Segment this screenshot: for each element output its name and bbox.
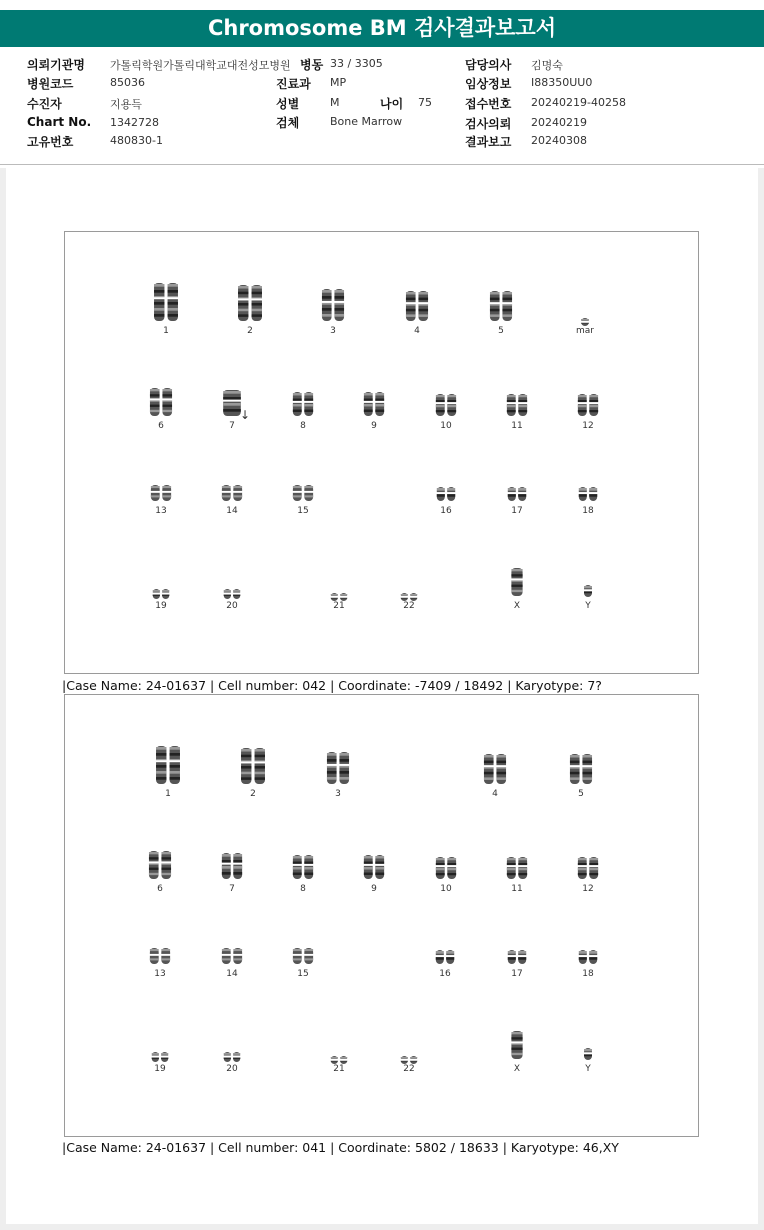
- chromosome-21: [330, 587, 348, 597]
- chromosome-label: 9: [371, 884, 377, 894]
- chromosome-2: [240, 747, 266, 785]
- sex-label: 성별: [276, 97, 300, 111]
- chromosome-6: [148, 850, 172, 880]
- chromosome-9: [363, 391, 385, 417]
- id-value: 480830-1: [110, 134, 163, 147]
- chromosome-16: [436, 486, 456, 502]
- chromosome-label: 7: [229, 421, 235, 431]
- code-value: 85036: [110, 76, 145, 89]
- chromosome-label: 21: [333, 601, 345, 611]
- chromosome-label: Y: [585, 601, 591, 611]
- chromosome-label: 17: [511, 969, 523, 979]
- doctor-label: 담당의사: [465, 58, 512, 72]
- patient-label: 수진자: [27, 97, 62, 111]
- chromosome-label: 1: [165, 789, 171, 799]
- age-label: 나이: [380, 97, 404, 111]
- chromosome-18: [578, 486, 598, 502]
- chromosome-label: 21: [333, 1064, 345, 1074]
- chromosome-label: 13: [154, 969, 166, 979]
- chromosome-19: [151, 1048, 169, 1060]
- chromosome-9: [363, 854, 385, 880]
- chromosome-label: 1: [163, 326, 169, 336]
- report-header: [0, 0, 764, 168]
- chromosome-label: 10: [440, 884, 452, 894]
- karyogram-panel-1: [64, 231, 699, 674]
- chromosome-label: 20: [226, 601, 238, 611]
- chromosome-label: 13: [155, 506, 167, 516]
- clinical-value: I88350UU0: [531, 76, 593, 89]
- abnormal-arrow-icon: ↓: [240, 408, 251, 422]
- chromosome-x: [510, 1030, 524, 1060]
- chromosome-1: [155, 745, 181, 785]
- chromosome-label: 7: [229, 884, 235, 894]
- chromosome-label: 20: [226, 1064, 238, 1074]
- chromosome-label: 19: [155, 601, 167, 611]
- chromosome-1: [153, 282, 179, 322]
- karyogram-panel-2: [64, 694, 699, 1137]
- chromosome-label: 22: [403, 601, 415, 611]
- chromosome-18: [578, 949, 598, 965]
- id-label: 고유번호: [27, 135, 74, 149]
- chromosome-10: [435, 393, 457, 417]
- chromosome-15: [292, 484, 314, 502]
- hospital-value: 가톨릭학원가톨릭대학교대전성모병원: [110, 59, 291, 72]
- chromosome-4: [405, 290, 429, 322]
- hospital-label: 의뢰기관명: [27, 58, 85, 72]
- chromosome-5: [569, 753, 593, 785]
- chromosome-7: [221, 852, 243, 880]
- age-value: 75: [418, 96, 432, 109]
- chromosome-3: [321, 288, 345, 322]
- chromosome-15: [292, 947, 314, 965]
- chromosome-label: 2: [250, 789, 256, 799]
- chromosome-label: 19: [154, 1064, 166, 1074]
- result-label: 결과보고: [465, 135, 512, 149]
- request-label: 검사의뢰: [465, 117, 512, 131]
- chromosome-label: 4: [414, 326, 420, 336]
- chromosome-x: [510, 567, 524, 597]
- chromosome-20: [223, 1048, 241, 1060]
- chromosome-8: [292, 391, 314, 417]
- chromosome-label: 15: [297, 969, 309, 979]
- chromosome-11: [506, 856, 528, 880]
- chromosome-label: Y: [585, 1064, 591, 1074]
- result-value: 20240308: [531, 134, 587, 147]
- chromosome-label: 16: [439, 969, 451, 979]
- chromosome-label: 6: [157, 884, 163, 894]
- chromosome-13: [149, 947, 171, 965]
- chromosome-label: 4: [492, 789, 498, 799]
- chromosome-label: 5: [578, 789, 584, 799]
- chromosome-label: 10: [440, 421, 452, 431]
- ward-label: 병동: [300, 58, 324, 72]
- chart-label: Chart No.: [27, 115, 92, 129]
- chromosome-3: [326, 751, 350, 785]
- karyogram-caption-1: |Case Name: 24-01637 | Cell number: 042 | Coordinate: -7409 / 18492 | Karyotype: 7?: [62, 678, 602, 693]
- chromosome-21: [330, 1050, 348, 1060]
- clinical-label: 임상정보: [465, 77, 512, 91]
- code-label: 병원코드: [27, 77, 74, 91]
- chromosome-y: [583, 583, 593, 597]
- chromosome-label: 18: [582, 506, 594, 516]
- chromosome-label: 5: [498, 326, 504, 336]
- specimen-value: Bone Marrow: [330, 115, 403, 128]
- chromosome-label: 12: [582, 884, 594, 894]
- chromosome-label: 22: [403, 1064, 415, 1074]
- receipt-value: 20240219-40258: [531, 96, 626, 109]
- chromosome-y: [583, 1046, 593, 1060]
- chromosome-6: [149, 387, 173, 417]
- chromosome-label: 14: [226, 969, 238, 979]
- chromosome-22: [400, 587, 418, 597]
- chromosome-label: 11: [511, 884, 523, 894]
- chromosome-4: [483, 753, 507, 785]
- chromosome-13: [150, 484, 172, 502]
- chromosome-label: X: [513, 1064, 521, 1074]
- chromosome-label: 15: [297, 506, 309, 516]
- patient-value: 지용득: [110, 98, 142, 111]
- karyogram-caption-2: |Case Name: 24-01637 | Cell number: 041 | Coordinate: 5802 / 18633 | Karyotype: 46,XY: [62, 1140, 619, 1155]
- chromosome-label: 11: [511, 421, 523, 431]
- chromosome-12: [577, 393, 599, 417]
- chromosome-label: 8: [300, 884, 306, 894]
- chromosome-label: 3: [330, 326, 336, 336]
- chromosome-17: [507, 949, 527, 965]
- chromosome-14: [221, 947, 243, 965]
- chromosome-label: 8: [300, 421, 306, 431]
- chromosome-20: [223, 585, 241, 597]
- receipt-label: 접수번호: [465, 97, 512, 111]
- chromosome-11: [506, 393, 528, 417]
- chromosome-17: [507, 486, 527, 502]
- chromosome-12: [577, 856, 599, 880]
- chromosome-label: 9: [371, 421, 377, 431]
- chromosome-label: X: [513, 601, 521, 611]
- chromosome-label: 12: [582, 421, 594, 431]
- chromosome-19: [152, 585, 170, 597]
- chromosome-8: [292, 854, 314, 880]
- chromosome-16: [435, 949, 455, 965]
- dept-label: 진료과: [276, 77, 311, 91]
- chromosome-mar: [580, 312, 590, 322]
- chromosome-label: 6: [158, 421, 164, 431]
- chromosome-22: [400, 1050, 418, 1060]
- chromosome-10: [435, 856, 457, 880]
- chart-value: 1342728: [110, 116, 159, 129]
- chromosome-label: 3: [335, 789, 341, 799]
- sex-value: M: [330, 96, 340, 109]
- chromosome-label: 17: [511, 506, 523, 516]
- chromosome-14: [221, 484, 243, 502]
- chromosome-2: [237, 284, 263, 322]
- ward-value: 33 / 3305: [330, 57, 383, 70]
- chromosome-5: [489, 290, 513, 322]
- report-title: Chromosome BM 검사결과보고서: [0, 10, 764, 47]
- chromosome-label: 2: [247, 326, 253, 336]
- request-value: 20240219: [531, 116, 587, 129]
- chromosome-label: mar: [576, 326, 594, 336]
- dept-value: MP: [330, 76, 347, 89]
- specimen-label: 검체: [276, 116, 300, 130]
- header-divider: [0, 164, 764, 165]
- chromosome-label: 16: [440, 506, 452, 516]
- doctor-value: 김명숙: [531, 59, 563, 72]
- chromosome-label: 18: [582, 969, 594, 979]
- chromosome-label: 14: [226, 506, 238, 516]
